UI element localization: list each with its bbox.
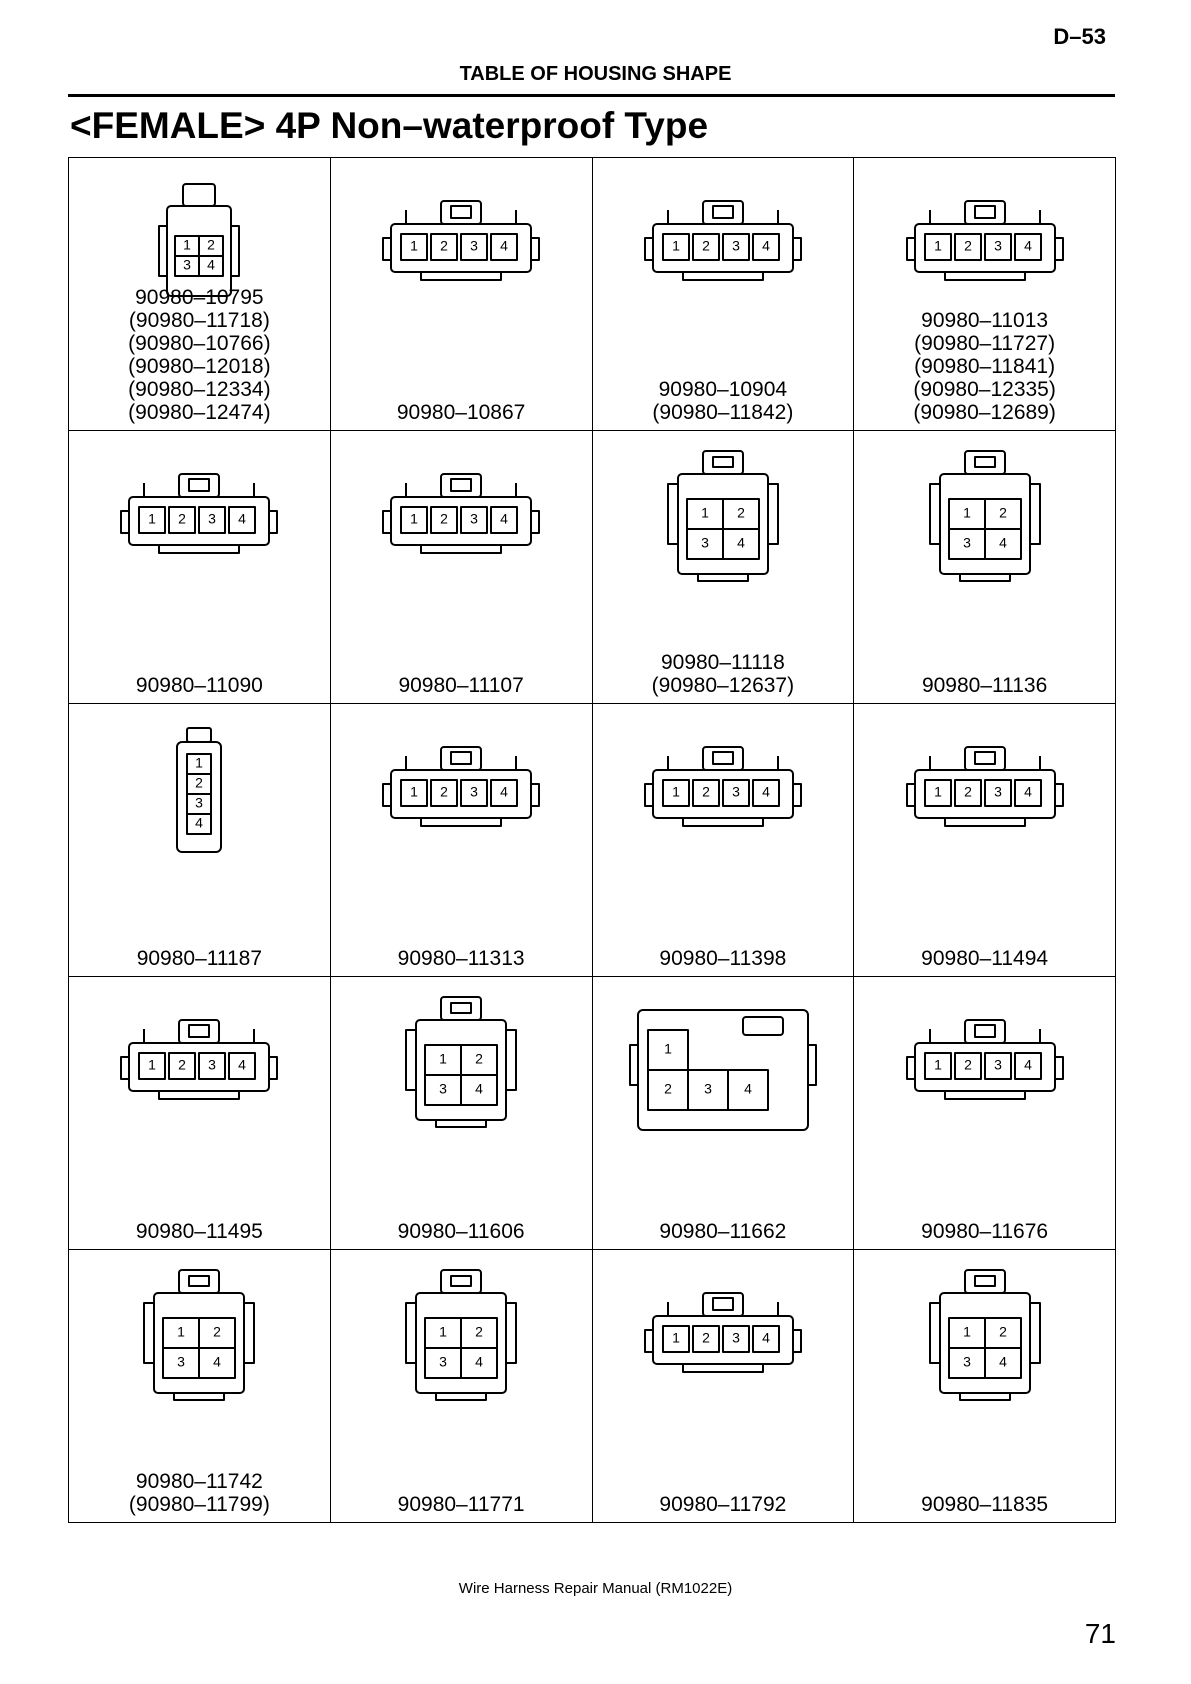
connector-cell (592, 158, 854, 431)
connector-cell (854, 158, 1116, 431)
terminal-number: 3 (731, 783, 740, 800)
part-numbers (69, 947, 330, 970)
terminal-number: 1 (933, 1056, 942, 1073)
connector-figure (331, 431, 592, 606)
part-numbers (593, 378, 854, 424)
terminal-number: 3 (439, 1080, 448, 1097)
connector-figure (69, 431, 330, 606)
connector-housing-drawing (99, 444, 299, 594)
connector-housing-drawing (885, 1263, 1085, 1413)
terminal-number: 1 (183, 236, 192, 253)
connector-housing-drawing (361, 444, 561, 594)
part-number: (90980–10766) (128, 332, 271, 355)
connector-figure (593, 977, 854, 1152)
part-numbers (69, 1470, 330, 1516)
terminal-number: 1 (410, 783, 419, 800)
connector-figure (69, 704, 330, 879)
connector-housing-drawing (361, 1263, 561, 1413)
connector-cell (854, 704, 1116, 977)
connector-housing-drawing (623, 990, 823, 1140)
part-number: 90980–11662 (659, 1220, 787, 1243)
connector-housing-drawing (99, 1263, 299, 1413)
part-number: (90980–12637) (651, 674, 795, 697)
terminal-number: 2 (701, 237, 710, 254)
terminal-number: 4 (195, 814, 204, 831)
terminal-number: 1 (671, 237, 680, 254)
housing-table (68, 157, 1116, 1523)
terminal-number: 4 (238, 510, 247, 527)
terminal-number: 2 (663, 1080, 672, 1097)
part-number: (90980–12474) (128, 401, 271, 424)
header-rule (68, 94, 1115, 97)
terminal-number: 2 (963, 1056, 972, 1073)
connector-figure (69, 1250, 330, 1425)
terminal-number: 3 (700, 534, 709, 551)
part-number: 90980–11835 (921, 1493, 1049, 1516)
connector-housing-drawing (623, 717, 823, 867)
part-number: 90980–10795 (135, 286, 264, 309)
part-number: (90980–11841) (914, 355, 1056, 378)
connector-cell (69, 158, 331, 431)
part-numbers (69, 286, 330, 424)
terminal-number: 4 (743, 1080, 752, 1097)
connector-cell (330, 704, 592, 977)
part-numbers (331, 674, 592, 697)
page-title: <FEMALE> 4P Non–waterproof Type (70, 105, 709, 146)
connector-housing-drawing (885, 444, 1085, 594)
connector-cell (330, 1250, 592, 1523)
connector-figure (331, 1250, 592, 1425)
terminal-number: 4 (761, 1329, 770, 1346)
terminal-number: 1 (177, 1323, 186, 1340)
part-numbers (331, 1220, 592, 1243)
connector-figure (331, 704, 592, 879)
terminal-number: 3 (962, 1353, 971, 1370)
terminal-number: 3 (731, 237, 740, 254)
connector-figure (331, 158, 592, 333)
terminal-number: 2 (195, 774, 204, 791)
part-number: 90980–11792 (659, 1493, 787, 1516)
table-row (69, 704, 1116, 977)
part-number: 90980–11187 (136, 947, 263, 970)
part-number: (90980–12689) (913, 401, 1056, 424)
part-number: (90980–12334) (128, 378, 271, 401)
terminal-number: 2 (963, 783, 972, 800)
connector-figure (854, 704, 1115, 879)
connector-cell (69, 431, 331, 704)
terminal-number: 2 (178, 1056, 187, 1073)
section-title: TABLE OF HOUSING SHAPE (459, 63, 732, 85)
terminal-number: 2 (440, 783, 449, 800)
connector-figure (854, 158, 1115, 333)
terminal-number: 4 (761, 783, 770, 800)
terminal-number: 4 (761, 237, 770, 254)
part-number: 90980–11742 (135, 1470, 263, 1493)
terminal-number: 1 (962, 1323, 971, 1340)
terminal-number: 2 (475, 1323, 484, 1340)
terminal-number: 4 (207, 256, 216, 273)
part-numbers (593, 947, 854, 970)
connector-cell (854, 977, 1116, 1250)
terminal-number: 2 (213, 1323, 222, 1340)
terminal-number: 3 (962, 534, 971, 551)
part-number: 90980–11313 (397, 947, 525, 970)
connector-figure (854, 1250, 1115, 1425)
connector-housing-drawing (623, 444, 823, 594)
connector-figure (854, 431, 1115, 606)
part-numbers (69, 1220, 330, 1243)
terminal-number: 2 (440, 510, 449, 527)
terminal-number: 2 (701, 1329, 710, 1346)
terminal-number: 1 (195, 754, 204, 771)
part-number: (90980–11842) (652, 401, 794, 424)
page-number: 71 (1084, 1618, 1116, 1649)
terminal-number: 4 (238, 1056, 247, 1073)
terminal-number: 3 (195, 794, 204, 811)
connector-figure (854, 977, 1115, 1152)
connector-cell (592, 704, 854, 977)
part-numbers (331, 947, 592, 970)
connector-cell (592, 431, 854, 704)
part-numbers (331, 1493, 592, 1516)
terminal-number: 4 (1023, 237, 1032, 254)
table-row (69, 977, 1116, 1250)
terminal-number: 4 (998, 1353, 1007, 1370)
connector-cell (69, 977, 331, 1250)
connector-cell (330, 158, 592, 431)
part-numbers (593, 1220, 854, 1243)
footer: Wire Harness Repair Manual (RM1022E) (458, 1580, 733, 1597)
terminal-number: 3 (703, 1080, 712, 1097)
terminal-number: 1 (439, 1050, 448, 1067)
terminal-number: 4 (213, 1353, 222, 1370)
table-row (69, 431, 1116, 704)
terminal-number: 3 (993, 1056, 1002, 1073)
terminal-number: 2 (178, 510, 187, 527)
connector-cell (330, 977, 592, 1250)
terminal-number: 2 (998, 504, 1007, 521)
part-numbers (854, 947, 1115, 970)
part-number: 90980–11118 (660, 651, 785, 674)
connector-housing-drawing (623, 171, 823, 321)
part-number: (90980–11799) (128, 1493, 270, 1516)
part-number: (90980–12335) (913, 378, 1056, 401)
part-numbers (331, 401, 592, 424)
part-numbers (69, 674, 330, 697)
part-numbers (854, 674, 1115, 697)
terminal-number: 3 (439, 1353, 448, 1370)
connector-figure (593, 704, 854, 879)
part-numbers (854, 1493, 1115, 1516)
connector-housing-drawing (885, 171, 1085, 321)
connector-figure (593, 158, 854, 333)
terminal-number: 2 (440, 237, 449, 254)
terminal-number: 1 (410, 510, 419, 527)
terminal-number: 1 (671, 1329, 680, 1346)
terminal-number: 3 (731, 1329, 740, 1346)
part-numbers (854, 309, 1115, 424)
terminal-number: 4 (475, 1080, 484, 1097)
table-row (69, 1250, 1116, 1523)
part-number: 90980–11398 (659, 947, 787, 970)
terminal-number: 2 (701, 783, 710, 800)
connector-housing-drawing (99, 717, 299, 867)
connector-cell (592, 977, 854, 1250)
connector-housing-drawing (361, 990, 561, 1140)
connector-housing-drawing (99, 990, 299, 1140)
connector-figure (593, 431, 854, 606)
connector-cell (854, 1250, 1116, 1523)
connector-figure (593, 1250, 854, 1425)
terminal-number: 3 (470, 510, 479, 527)
terminal-number: 2 (736, 504, 745, 521)
part-number: 90980–11090 (135, 674, 263, 697)
part-number: 90980–11494 (921, 947, 1049, 970)
connector-housing-drawing (623, 1263, 823, 1413)
part-number: 90980–11606 (397, 1220, 525, 1243)
part-numbers (593, 1493, 854, 1516)
terminal-number: 1 (962, 504, 971, 521)
part-number: 90980–10904 (658, 378, 788, 401)
terminal-number: 4 (1023, 783, 1032, 800)
terminal-number: 4 (736, 534, 745, 551)
connector-housing-drawing (885, 717, 1085, 867)
connector-cell (69, 1250, 331, 1523)
terminal-number: 3 (470, 237, 479, 254)
connector-housing-drawing (885, 990, 1085, 1140)
part-number: 90980–11136 (921, 674, 1048, 697)
part-number: 90980–11495 (135, 1220, 263, 1243)
connector-cell (330, 431, 592, 704)
part-numbers (593, 651, 854, 697)
terminal-number: 1 (148, 510, 157, 527)
terminal-number: 1 (410, 237, 419, 254)
terminal-number: 3 (993, 783, 1002, 800)
terminal-number: 3 (183, 256, 192, 273)
part-number: 90980–11013 (921, 309, 1049, 332)
terminal-number: 1 (933, 783, 942, 800)
terminal-number: 4 (500, 510, 509, 527)
connector-figure (69, 977, 330, 1152)
terminal-number: 4 (1023, 1056, 1032, 1073)
terminal-number: 3 (470, 783, 479, 800)
terminal-number: 1 (439, 1323, 448, 1340)
connector-cell (592, 1250, 854, 1523)
terminal-number: 4 (500, 783, 509, 800)
connector-housing-drawing (361, 717, 561, 867)
connector-housing-drawing (361, 171, 561, 321)
table-row (69, 158, 1116, 431)
terminal-number: 2 (207, 236, 216, 253)
part-numbers (854, 1220, 1115, 1243)
terminal-number: 2 (475, 1050, 484, 1067)
part-number: (90980–11718) (128, 309, 270, 332)
terminal-number: 4 (998, 534, 1007, 551)
terminal-number: 4 (475, 1353, 484, 1370)
terminal-number: 3 (177, 1353, 186, 1370)
connector-cell (854, 431, 1116, 704)
part-number: 90980–10867 (396, 401, 526, 424)
part-number: 90980–11771 (397, 1493, 525, 1516)
terminal-number: 3 (208, 510, 217, 527)
connector-figure (331, 977, 592, 1152)
terminal-number: 3 (993, 237, 1002, 254)
terminal-number: 1 (663, 1040, 672, 1057)
terminal-number: 1 (671, 783, 680, 800)
part-number: (90980–12018) (128, 355, 271, 378)
terminal-number: 4 (500, 237, 509, 254)
terminal-number: 2 (963, 237, 972, 254)
page-code: D–53 (1053, 24, 1106, 49)
terminal-number: 1 (148, 1056, 157, 1073)
part-number: (90980–11727) (914, 332, 1056, 355)
terminal-number: 1 (700, 504, 709, 521)
connector-cell (69, 704, 331, 977)
terminal-number: 1 (933, 237, 942, 254)
terminal-number: 2 (998, 1323, 1007, 1340)
terminal-number: 3 (208, 1056, 217, 1073)
part-number: 90980–11676 (921, 1220, 1049, 1243)
part-number: 90980–11107 (398, 674, 524, 697)
